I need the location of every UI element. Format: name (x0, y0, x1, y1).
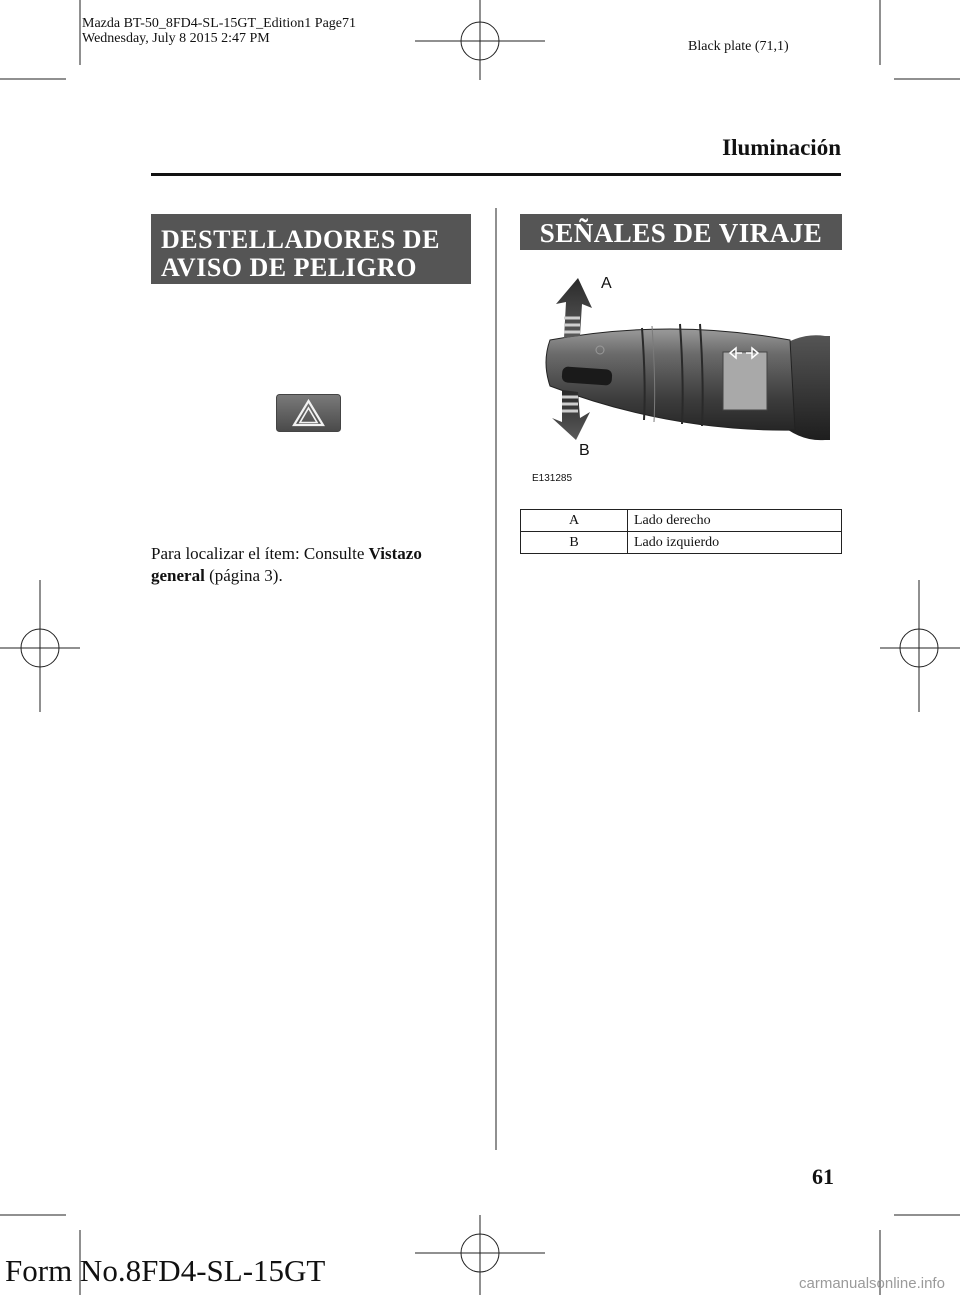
print-meta-line-2: Wednesday, July 8 2015 2:47 PM (82, 31, 270, 46)
heading-line-2: AVISO DE PELIGRO (161, 253, 418, 282)
overview-link-part2[interactable]: general (151, 566, 205, 585)
figure-legend-table (520, 509, 842, 554)
legend-value: Lado derecho (628, 510, 842, 532)
black-plate-label: Black plate (71,1) (688, 39, 789, 54)
hazard-warning-heading (151, 214, 471, 284)
site-watermark: carmanualsonline.info (799, 1275, 945, 1292)
legend-value: Lado izquierdo (628, 532, 842, 554)
locate-page-ref: (página 3). (204, 566, 283, 585)
page-number: 61 (812, 1164, 834, 1189)
legend-key: A (521, 510, 628, 532)
label-b: B (579, 442, 590, 459)
label-a: A (601, 275, 612, 292)
hazard-warning-icon (276, 394, 341, 432)
turn-signal-lever-figure (520, 262, 842, 492)
heading-line-1: DESTELLADORES DE (161, 225, 440, 254)
overview-link-part1[interactable]: Vistazo (368, 544, 422, 563)
locate-text: Para localizar el ítem: Consulte (151, 544, 369, 563)
print-meta-line-1: Mazda BT-50_8FD4-SL-15GT_Edition1 Page71 (82, 16, 357, 31)
section-title: Iluminación (722, 135, 841, 160)
locate-item-paragraph (151, 543, 471, 587)
figure-code: E131285 (532, 473, 573, 484)
table-row (521, 510, 842, 532)
turn-signals-heading: SEÑALES DE VIRAJE (520, 214, 842, 250)
form-number: Form No.8FD4-SL-15GT (5, 1253, 326, 1288)
table-row (521, 532, 842, 554)
legend-key: B (521, 532, 628, 554)
header-rule (151, 173, 841, 176)
